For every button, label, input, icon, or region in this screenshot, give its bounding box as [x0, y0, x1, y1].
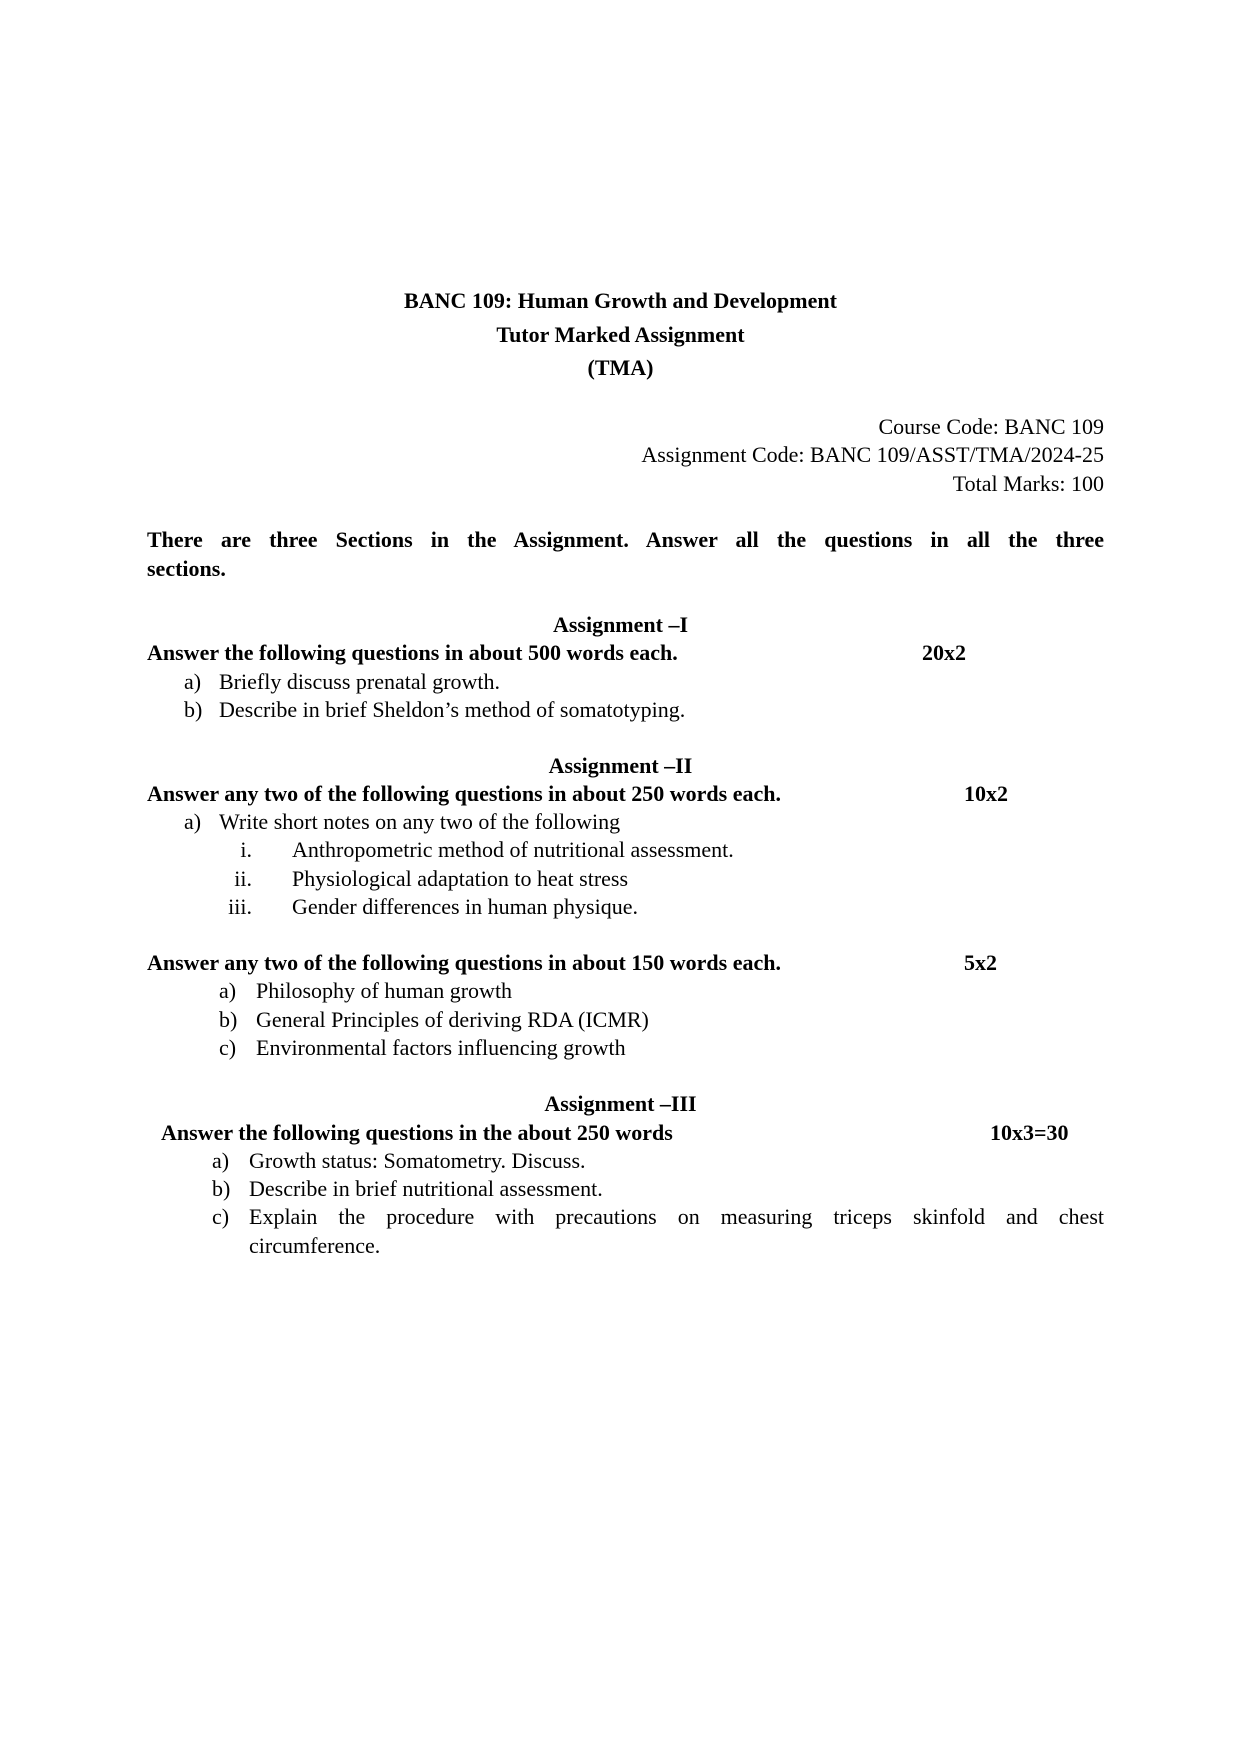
- assignment-1-instruction: Answer the following questions in about 500 words each.: [147, 640, 678, 665]
- sub-item-text: Anthropometric method of nutritional assessment.: [292, 837, 734, 862]
- assignment-1-heading: Assignment –I: [552, 612, 689, 637]
- assignment-2-heading: Assignment –II: [548, 753, 693, 778]
- item-label: c): [212, 1204, 230, 1229]
- item-text: Explain the procedure with precautions on measuring triceps skinfold and chest: [249, 1204, 1104, 1229]
- item-text-continued: circumference.: [249, 1233, 381, 1258]
- sub-item-label: i.: [240, 837, 252, 862]
- sub-item-label: ii.: [234, 866, 252, 891]
- item-label: a): [184, 809, 202, 834]
- item-text: Describe in brief nutritional assessment.: [249, 1176, 603, 1201]
- assignment-code: Assignment Code: BANC 109/ASST/TMA/2024-25: [641, 442, 1104, 467]
- assignment-2-instruction-2: Answer any two of the following questions in about 150 words each.: [147, 950, 781, 975]
- assignment-1-marks: 20x2: [922, 640, 966, 665]
- course-code: Course Code: BANC 109: [878, 414, 1104, 439]
- intro-line-1: There are three Sections in the Assignment. Answer all the questions in all the three: [147, 527, 1104, 552]
- document-subtitle: Tutor Marked Assignment: [496, 322, 745, 347]
- item-text: Describe in brief Sheldon’s method of somatotyping.: [219, 697, 686, 722]
- item-label: a): [184, 669, 202, 694]
- item-text: General Principles of deriving RDA (ICMR): [256, 1007, 649, 1032]
- document-title: BANC 109: Human Growth and Development: [404, 288, 837, 313]
- item-label: a): [219, 978, 237, 1003]
- item-label: b): [184, 697, 203, 722]
- item-text: Briefly discuss prenatal growth.: [219, 669, 501, 694]
- assignment-2-marks: 10x2: [964, 781, 1008, 806]
- document-abbr: (TMA): [587, 355, 654, 380]
- item-label: b): [219, 1007, 238, 1032]
- sub-item-text: Physiological adaptation to heat stress: [292, 866, 629, 891]
- intro-line-2: sections.: [147, 556, 226, 581]
- item-text: Growth status: Somatometry. Discuss.: [249, 1148, 586, 1173]
- item-text: Write short notes on any two of the following: [219, 809, 621, 834]
- assignment-3-marks: 10x3=30: [990, 1120, 1069, 1145]
- item-text: Philosophy of human growth: [256, 978, 513, 1003]
- item-text: Environmental factors influencing growth: [256, 1035, 626, 1060]
- assignment-3-instruction: Answer the following questions in the about 250 words: [161, 1120, 673, 1145]
- item-label: b): [212, 1176, 231, 1201]
- sub-item-label: iii.: [228, 894, 252, 919]
- item-label: a): [212, 1148, 230, 1173]
- assignment-2-marks-2: 5x2: [964, 950, 997, 975]
- total-marks: Total Marks: 100: [952, 471, 1104, 496]
- item-label: c): [219, 1035, 237, 1060]
- sub-item-text: Gender differences in human physique.: [292, 894, 638, 919]
- assignment-2-instruction: Answer any two of the following questions in about 250 words each.: [147, 781, 781, 806]
- assignment-3-heading: Assignment –III: [544, 1091, 697, 1116]
